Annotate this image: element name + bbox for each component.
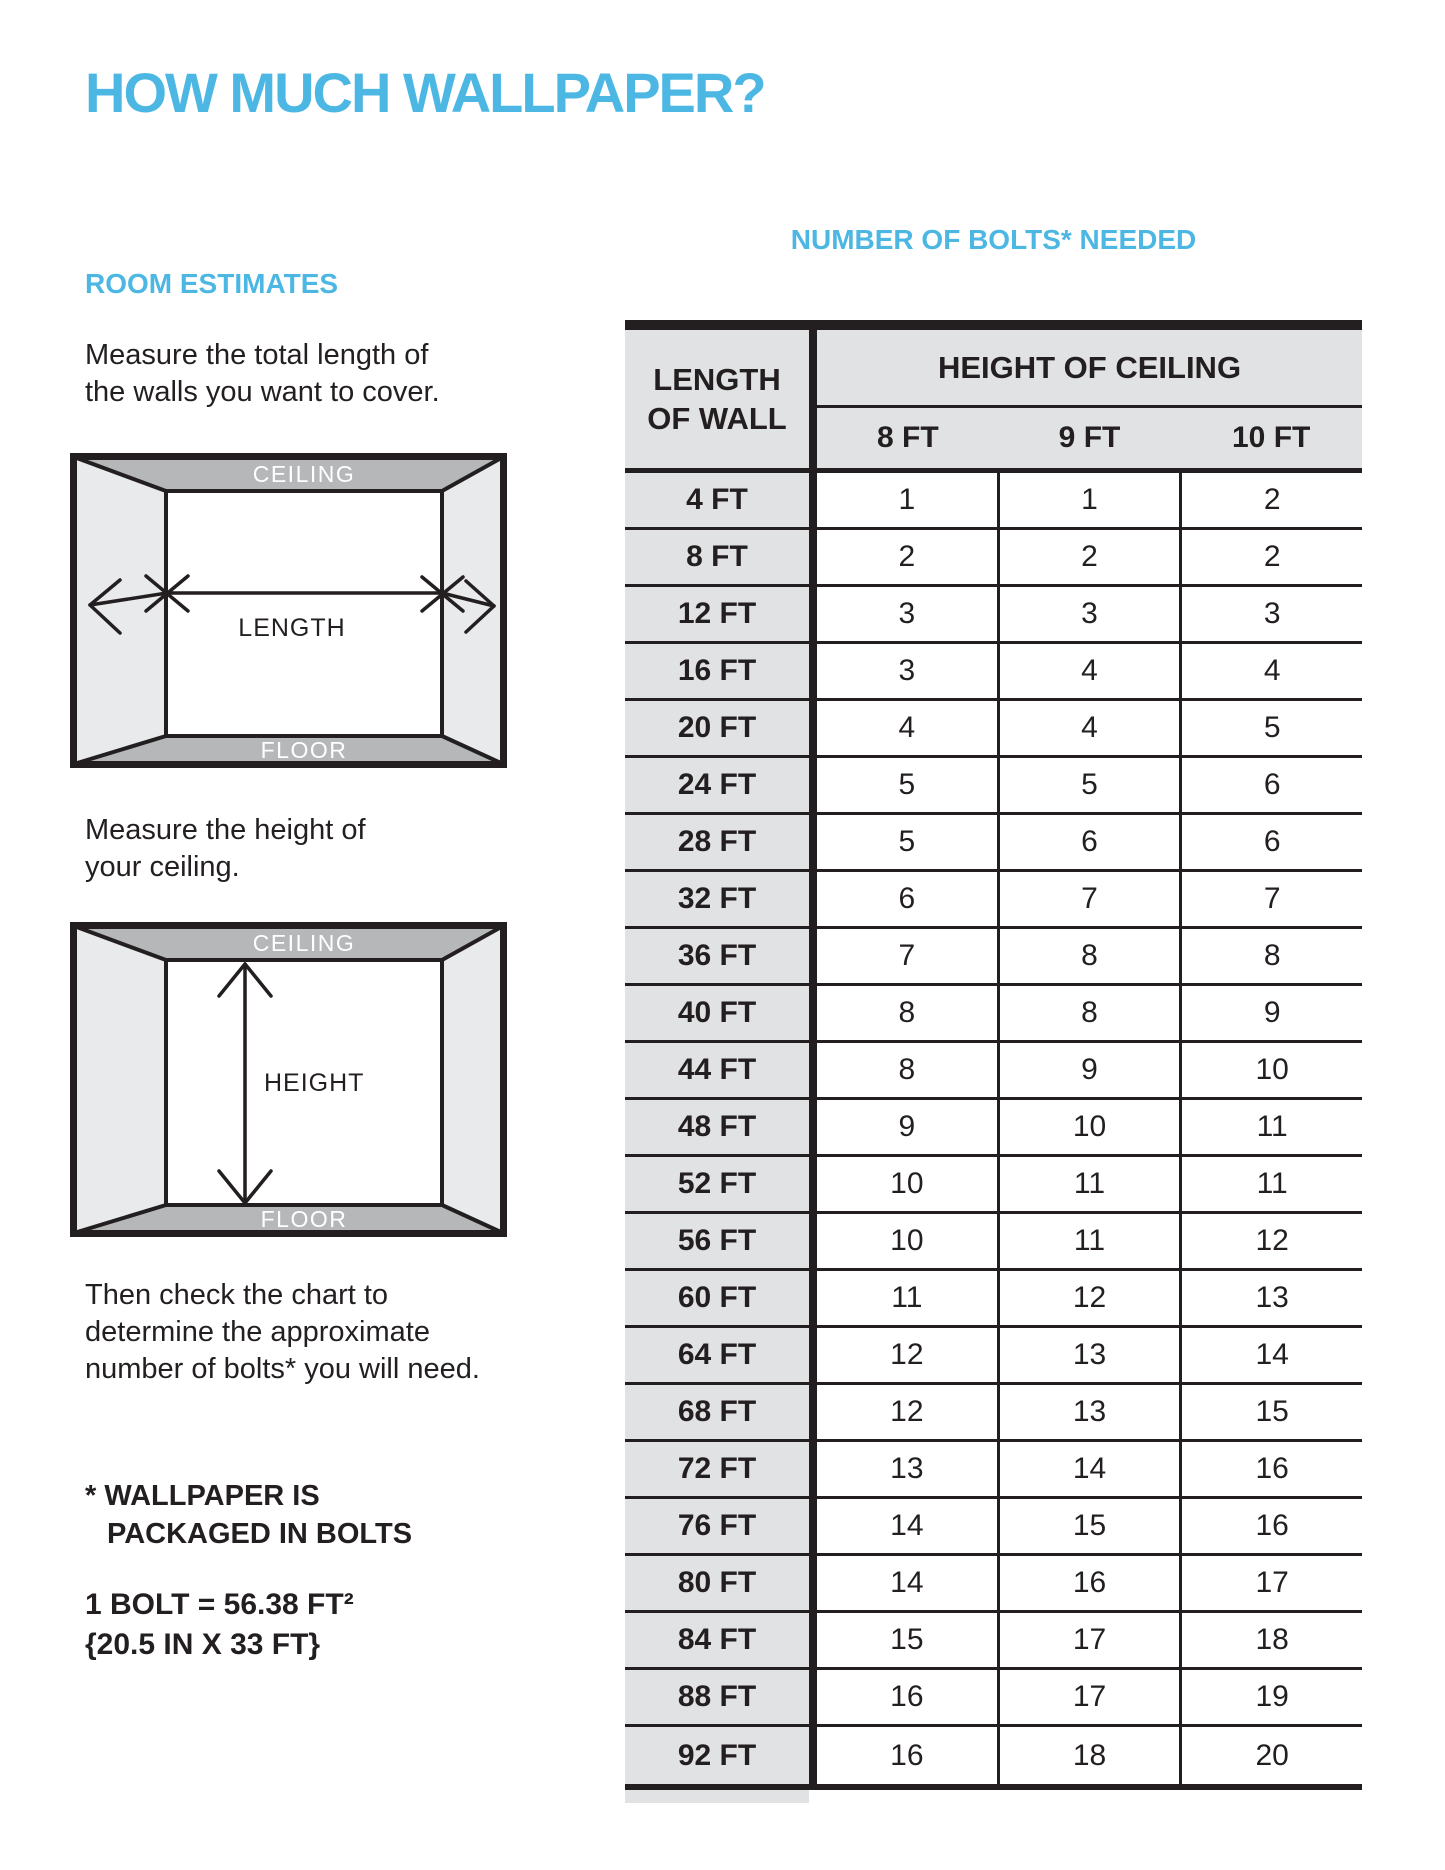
instruction-line: Measure the total length of xyxy=(85,339,429,371)
bolt-count-cell: 19 xyxy=(1179,1670,1362,1724)
bolt-count-cell: 10 xyxy=(997,1100,1180,1154)
bolt-count-cell: 18 xyxy=(997,1727,1180,1784)
height-label: HEIGHT xyxy=(264,1069,365,1097)
instruction-line: the walls you want to cover. xyxy=(85,376,440,408)
table-row xyxy=(625,1271,1362,1328)
wallpaper-footnote xyxy=(85,1477,412,1553)
table-thick-divider xyxy=(809,1214,817,1268)
bolt-count-cell: 5 xyxy=(997,758,1180,812)
bolt-count-cell: 16 xyxy=(890,1738,924,1772)
instruction-line: your ceiling. xyxy=(85,851,240,883)
right-wall-face xyxy=(442,926,503,1233)
bolt-spec xyxy=(85,1585,354,1665)
table-row xyxy=(625,1442,1362,1499)
bolt-count-cell: 8 xyxy=(1179,929,1362,983)
table-thick-divider xyxy=(809,1556,817,1610)
bolt-count-cell: 10 xyxy=(890,1224,924,1257)
bolts-table-heading: NUMBER OF BOLTS* NEEDED xyxy=(790,224,1197,255)
bolt-count-cell: 9 xyxy=(997,1043,1180,1097)
bolt-count-cell: 5 xyxy=(898,825,916,858)
room-estimates-heading: ROOM ESTIMATES xyxy=(85,268,339,299)
bolt-count-cell: 4 xyxy=(1179,644,1362,698)
bolt-count-cell: 1 xyxy=(898,483,916,516)
bolt-count-cell: 15 xyxy=(1179,1385,1362,1439)
bolt-count-cell: 16 xyxy=(997,1556,1180,1610)
instruction-step-1 xyxy=(85,337,440,411)
page-title: HOW MUCH WALLPAPER? xyxy=(85,61,765,124)
bolt-count-cell: 5 xyxy=(1179,701,1362,755)
row-header-line: OF WALL xyxy=(647,401,787,436)
bolt-count-cell: 13 xyxy=(997,1385,1180,1439)
bolt-count-cell: 14 xyxy=(1179,1328,1362,1382)
bolt-count-cell: 16 xyxy=(890,1680,924,1713)
left-column-stub xyxy=(625,1790,809,1803)
bolt-count-cell: 11 xyxy=(1179,1157,1362,1211)
bolt-count-cell: 11 xyxy=(997,1214,1180,1268)
table-row xyxy=(625,1727,1362,1784)
bolt-count-cell: 1 xyxy=(997,473,1180,527)
row-length-cell: 40 FT xyxy=(625,986,809,1040)
floor-label: FLOOR xyxy=(260,1206,348,1232)
bolt-count-cell: 8 xyxy=(997,986,1180,1040)
bolt-count-cell: 16 xyxy=(1179,1442,1362,1496)
row-length-cell: 36 FT xyxy=(625,929,809,983)
table-row xyxy=(625,1043,1362,1100)
row-length-cell: 68 FT xyxy=(625,1385,809,1439)
row-length-cell: 24 FT xyxy=(625,758,809,812)
table-thick-divider xyxy=(809,644,817,698)
bolt-count-cell: 2 xyxy=(1179,530,1362,584)
bolt-count-cell: 7 xyxy=(1179,872,1362,926)
row-length-cell: 92 FT xyxy=(625,1727,809,1784)
bolt-count-cell: 16 xyxy=(1179,1499,1362,1553)
instruction-step-3 xyxy=(85,1277,480,1388)
table-thick-divider xyxy=(809,473,817,527)
table-thick-divider xyxy=(809,1043,817,1097)
table-row xyxy=(625,1556,1362,1613)
bolt-count-cell: 6 xyxy=(1179,758,1362,812)
bolt-count-cell: 17 xyxy=(1179,1556,1362,1610)
table-thick-divider xyxy=(809,1385,817,1439)
bolt-count-cell: 3 xyxy=(898,597,916,630)
bolt-count-cell: 18 xyxy=(1179,1613,1362,1667)
bolt-count-cell: 17 xyxy=(997,1670,1180,1724)
table-row xyxy=(625,758,1362,815)
table-thick-divider xyxy=(809,1157,817,1211)
bolt-count-cell: 6 xyxy=(1179,815,1362,869)
bolt-count-cell: 8 xyxy=(898,1053,916,1086)
table-thick-divider xyxy=(809,1271,817,1325)
bolt-count-cell: 4 xyxy=(997,701,1180,755)
bolt-count-cell: 20 xyxy=(1179,1727,1362,1784)
instruction-line: number of bolts* you will need. xyxy=(85,1353,480,1385)
bolt-count-cell: 10 xyxy=(890,1167,924,1200)
table-top-bar xyxy=(625,320,1362,330)
row-length-cell: 56 FT xyxy=(625,1214,809,1268)
bolt-spec-line: 1 BOLT = 56.38 FT² xyxy=(85,1588,354,1621)
table-row xyxy=(625,1613,1362,1670)
bolt-count-cell: 2 xyxy=(1179,473,1362,527)
table-row xyxy=(625,1214,1362,1271)
bolt-count-cell: 15 xyxy=(890,1623,924,1656)
row-header-line: LENGTH xyxy=(653,362,781,397)
table-thick-divider xyxy=(809,929,817,983)
table-thick-divider xyxy=(809,986,817,1040)
bolt-count-cell: 6 xyxy=(997,815,1180,869)
bolt-count-cell: 4 xyxy=(898,711,916,744)
bolt-count-cell: 17 xyxy=(997,1613,1180,1667)
table-row xyxy=(625,530,1362,587)
table-row xyxy=(625,1328,1362,1385)
bolt-count-cell: 9 xyxy=(898,1110,916,1143)
bolt-count-cell: 2 xyxy=(898,540,916,573)
bolt-count-cell: 6 xyxy=(898,882,916,915)
row-length-cell: 88 FT xyxy=(625,1670,809,1724)
left-wall-face xyxy=(74,926,166,1233)
ceiling-label: CEILING xyxy=(252,461,356,487)
row-length-cell: 80 FT xyxy=(625,1556,809,1610)
column-header-group xyxy=(817,330,1362,468)
bolts-needed-table xyxy=(625,320,1362,1803)
ceiling-label: CEILING xyxy=(252,930,356,956)
row-length-cell: 4 FT xyxy=(625,473,809,527)
bolt-spec-line: {20.5 IN X 33 FT} xyxy=(85,1628,321,1661)
bolt-count-cell: 7 xyxy=(997,872,1180,926)
bolt-count-cell: 12 xyxy=(890,1395,924,1428)
row-length-cell: 28 FT xyxy=(625,815,809,869)
bolt-count-cell: 11 xyxy=(1179,1100,1362,1154)
table-thick-divider xyxy=(809,1613,817,1667)
bolt-count-cell: 5 xyxy=(898,768,916,801)
footnote-line: PACKAGED IN BOLTS xyxy=(107,1518,413,1550)
table-thick-divider xyxy=(809,1442,817,1496)
table-row xyxy=(625,1100,1362,1157)
bolt-count-cell: 3 xyxy=(898,654,916,687)
bolt-count-cell: 8 xyxy=(898,996,916,1029)
table-thick-divider xyxy=(809,1727,817,1784)
bolt-count-cell: 4 xyxy=(997,644,1180,698)
bolt-count-cell: 13 xyxy=(997,1328,1180,1382)
table-thick-divider xyxy=(809,530,817,584)
bolt-count-cell: 3 xyxy=(1179,587,1362,641)
table-thick-divider xyxy=(809,1328,817,1382)
table-row xyxy=(625,587,1362,644)
bolt-count-cell: 15 xyxy=(997,1499,1180,1553)
column-header-9-ft: 9 FT xyxy=(1058,421,1121,454)
column-header-8-ft: 8 FT xyxy=(877,421,939,454)
table-row xyxy=(625,1670,1362,1727)
row-length-cell: 76 FT xyxy=(625,1499,809,1553)
instruction-step-2 xyxy=(85,812,366,886)
instruction-line: Then check the chart to xyxy=(85,1279,389,1311)
bolt-count-cell: 12 xyxy=(890,1338,924,1371)
right-wall-face xyxy=(442,457,503,764)
length-measure-diagram xyxy=(70,453,507,768)
table-row xyxy=(625,644,1362,701)
row-length-cell: 48 FT xyxy=(625,1100,809,1154)
table-row xyxy=(625,986,1362,1043)
row-length-cell: 12 FT xyxy=(625,587,809,641)
table-thick-divider xyxy=(809,1499,817,1553)
row-length-cell: 32 FT xyxy=(625,872,809,926)
row-length-cell: 72 FT xyxy=(625,1442,809,1496)
bolt-count-cell: 11 xyxy=(997,1157,1180,1211)
row-length-cell: 64 FT xyxy=(625,1328,809,1382)
row-length-cell: 60 FT xyxy=(625,1271,809,1325)
column-headers-row xyxy=(817,408,1362,468)
instruction-line: determine the approximate xyxy=(85,1316,430,1348)
group-header-cell: HEIGHT OF CEILING xyxy=(817,330,1362,408)
row-length-cell: 16 FT xyxy=(625,644,809,698)
table-thick-divider xyxy=(809,1670,817,1724)
table-row xyxy=(625,872,1362,929)
table-row xyxy=(625,1157,1362,1214)
table-row xyxy=(625,473,1362,530)
table-thick-divider xyxy=(809,587,817,641)
bolt-count-cell: 14 xyxy=(890,1566,924,1599)
table-row xyxy=(625,701,1362,758)
bolt-count-cell: 12 xyxy=(997,1271,1180,1325)
table-row xyxy=(625,1499,1362,1556)
instruction-line: Measure the height of xyxy=(85,814,366,846)
table-row xyxy=(625,815,1362,872)
table-thick-divider xyxy=(809,1100,817,1154)
row-length-cell: 20 FT xyxy=(625,701,809,755)
row-length-cell: 84 FT xyxy=(625,1613,809,1667)
height-measure-diagram xyxy=(70,922,507,1237)
bolt-count-cell: 2 xyxy=(997,530,1180,584)
bolt-count-cell: 8 xyxy=(997,929,1180,983)
bolt-count-cell: 13 xyxy=(1179,1271,1362,1325)
row-length-cell: 8 FT xyxy=(625,530,809,584)
table-row xyxy=(625,929,1362,986)
bolt-count-cell: 13 xyxy=(890,1452,924,1485)
table-body xyxy=(625,473,1362,1784)
row-length-cell: 52 FT xyxy=(625,1157,809,1211)
table-thick-divider xyxy=(809,701,817,755)
length-label: LENGTH xyxy=(238,614,346,642)
table-thick-divider xyxy=(809,815,817,869)
bolt-count-cell: 3 xyxy=(997,587,1180,641)
table-thick-divider xyxy=(809,758,817,812)
table-thick-divider xyxy=(809,330,817,468)
bolt-count-cell: 10 xyxy=(1179,1043,1362,1097)
bolt-count-cell: 14 xyxy=(890,1509,924,1542)
table-thick-divider xyxy=(809,872,817,926)
row-header-cell xyxy=(625,330,809,468)
table-header xyxy=(625,330,1362,468)
bolt-count-cell: 9 xyxy=(1179,986,1362,1040)
floor-label: FLOOR xyxy=(260,737,348,763)
bolt-count-cell: 14 xyxy=(997,1442,1180,1496)
left-wall-face xyxy=(74,457,166,764)
footnote-line: * WALLPAPER IS xyxy=(85,1480,320,1512)
row-length-cell: 44 FT xyxy=(625,1043,809,1097)
bolt-count-cell: 12 xyxy=(1179,1214,1362,1268)
bolt-count-cell: 7 xyxy=(898,939,916,972)
column-header-10-ft: 10 FT xyxy=(1232,421,1311,454)
table-row xyxy=(625,1385,1362,1442)
bolt-count-cell: 11 xyxy=(891,1281,923,1314)
